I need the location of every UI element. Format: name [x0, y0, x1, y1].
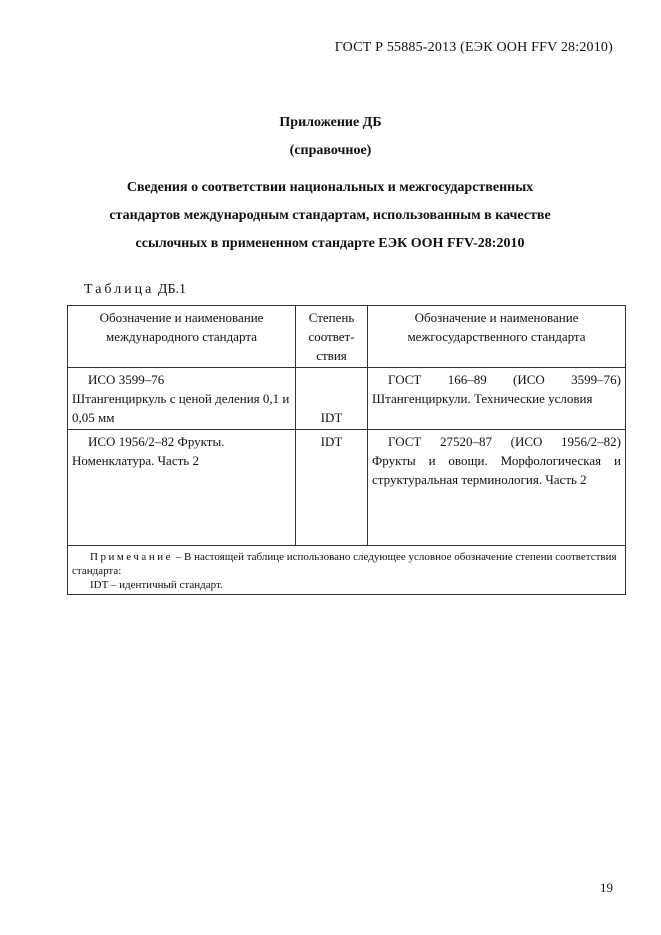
table-note-row: [68, 546, 626, 595]
appendix-heading-line: Сведения о соответствии национальных и межгосударственных: [126, 180, 534, 195]
page-number: 19: [600, 880, 613, 895]
table-row: [68, 430, 626, 546]
table-caption-word: Таблица: [84, 282, 155, 297]
note-body: – В настоящей таблице использовано следующее условное обозначение степени соответствия стандарта:: [72, 551, 617, 577]
intl-standard-cell: [68, 368, 296, 430]
header-degree: Степень соответ-ствия: [296, 306, 368, 368]
interstate-standard-cell: ГОСТ 166–89 (ИСО 3599–76) Штангенциркули. Технические условия: [368, 368, 626, 430]
note-label: Примечание: [90, 551, 173, 563]
degree-cell: IDT: [296, 430, 368, 546]
header-intl-standard: Обозначение и наименование международного стандарта: [68, 306, 296, 368]
intl-standard-code: ИСО 3599–76: [88, 372, 165, 387]
note-text: [72, 550, 621, 578]
note-item: IDT – идентичный стандарт.: [90, 579, 223, 591]
table-row: [68, 368, 626, 430]
appendix-heading-line: стандартов международным стандартам, использованным в качестве: [109, 208, 551, 223]
appendix-title: Приложение ДБ: [279, 115, 382, 130]
correspondence-table: [67, 305, 626, 595]
interstate-standard-cell: ГОСТ 27520–87 (ИСО 1956/2–82) Фрукты и овощи. Морфологическая и структуральная терминология. Часть 2: [368, 430, 626, 546]
intl-standard-cell: [68, 430, 296, 546]
table-caption: [84, 282, 186, 298]
table-header-row: [68, 306, 626, 368]
appendix-heading-line: ссылочных в примененном стандарте ЕЭК ООН FFV-28:2010: [135, 236, 525, 251]
intl-standard-title: Штангенциркуль с ценой деления 0,1 и 0,05 мм: [72, 391, 290, 425]
intl-standard-code: ИСО 1956/2–82 Фрукты.: [88, 434, 225, 449]
appendix-heading: [80, 174, 580, 258]
table-caption-id: ДБ.1: [157, 282, 186, 297]
intl-standard-title: Номенклатура. Часть 2: [72, 453, 199, 468]
degree-cell: IDT: [296, 368, 368, 430]
appendix-subtitle: (справочное): [289, 143, 372, 158]
table-note: [68, 546, 626, 595]
standard-code-header: ГОСТ Р 55885-2013 (ЕЭК ООН FFV 28:2010): [334, 40, 613, 55]
header-interstate-standard: Обозначение и наименование межгосударственного стандарта: [368, 306, 626, 368]
